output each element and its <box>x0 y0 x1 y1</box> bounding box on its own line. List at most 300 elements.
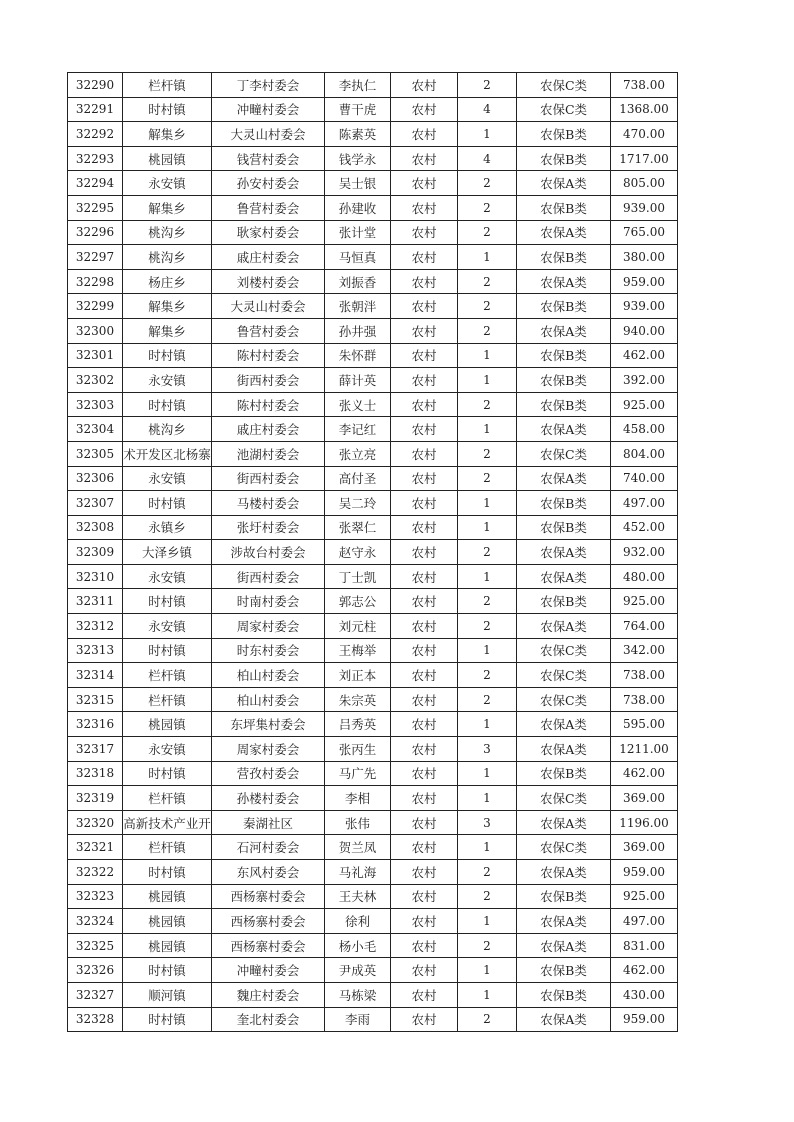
township-cell: 时村镇 <box>123 589 212 614</box>
person-name-cell: 曹干虎 <box>325 97 391 122</box>
table-row <box>68 491 678 516</box>
village-committee-cell: 大灵山村委会 <box>212 122 325 147</box>
amount-cell: 1368.00 <box>611 97 678 122</box>
record-id-cell: 32297 <box>68 245 123 270</box>
insurance-category-cell: 农保C类 <box>517 97 611 122</box>
records-table <box>67 72 678 1032</box>
insurance-category-cell: 农保C类 <box>517 73 611 98</box>
area-type-cell: 农村 <box>391 417 458 442</box>
record-id-cell: 32311 <box>68 589 123 614</box>
amount-cell: 342.00 <box>611 638 678 663</box>
insurance-category-cell: 农保C类 <box>517 786 611 811</box>
area-type-cell: 农村 <box>391 1007 458 1032</box>
amount-cell: 369.00 <box>611 786 678 811</box>
amount-cell: 940.00 <box>611 318 678 343</box>
insurance-category-cell: 农保C类 <box>517 835 611 860</box>
household-count-cell: 1 <box>458 564 517 589</box>
amount-cell: 925.00 <box>611 884 678 909</box>
table-row <box>68 441 678 466</box>
township-cell: 永安镇 <box>123 737 212 762</box>
household-count-cell: 2 <box>458 195 517 220</box>
record-id-cell: 32326 <box>68 958 123 983</box>
village-committee-cell: 秦湖社区 <box>212 810 325 835</box>
township-cell: 时村镇 <box>123 491 212 516</box>
record-id-cell: 32296 <box>68 220 123 245</box>
village-committee-cell: 时东村委会 <box>212 638 325 663</box>
amount-cell: 462.00 <box>611 958 678 983</box>
person-name-cell: 贺兰凤 <box>325 835 391 860</box>
insurance-category-cell: 农保A类 <box>517 318 611 343</box>
village-committee-cell: 陈村村委会 <box>212 392 325 417</box>
village-committee-cell: 耿家村委会 <box>212 220 325 245</box>
area-type-cell: 农村 <box>391 835 458 860</box>
township-cell: 时村镇 <box>123 860 212 885</box>
insurance-category-cell: 农保A类 <box>517 269 611 294</box>
record-id-cell: 32322 <box>68 860 123 885</box>
area-type-cell: 农村 <box>391 122 458 147</box>
village-committee-cell: 东风村委会 <box>212 860 325 885</box>
insurance-category-cell: 农保B类 <box>517 245 611 270</box>
area-type-cell: 农村 <box>391 392 458 417</box>
amount-cell: 392.00 <box>611 368 678 393</box>
record-id-cell: 32319 <box>68 786 123 811</box>
area-type-cell: 农村 <box>391 614 458 639</box>
amount-cell: 452.00 <box>611 515 678 540</box>
area-type-cell: 农村 <box>391 958 458 983</box>
area-type-cell: 农村 <box>391 466 458 491</box>
amount-cell: 765.00 <box>611 220 678 245</box>
household-count-cell: 2 <box>458 220 517 245</box>
household-count-cell: 1 <box>458 638 517 663</box>
township-cell: 时村镇 <box>123 958 212 983</box>
insurance-category-cell: 农保B类 <box>517 982 611 1007</box>
insurance-category-cell: 农保A类 <box>517 737 611 762</box>
township-cell: 解集乡 <box>123 318 212 343</box>
amount-cell: 1717.00 <box>611 146 678 171</box>
insurance-category-cell: 农保B类 <box>517 294 611 319</box>
table-row <box>68 786 678 811</box>
person-name-cell: 吴士银 <box>325 171 391 196</box>
area-type-cell: 农村 <box>391 269 458 294</box>
record-id-cell: 32307 <box>68 491 123 516</box>
table-row <box>68 171 678 196</box>
insurance-category-cell: 农保A类 <box>517 171 611 196</box>
amount-cell: 369.00 <box>611 835 678 860</box>
table-row <box>68 73 678 98</box>
person-name-cell: 张计堂 <box>325 220 391 245</box>
village-committee-cell: 丁李村委会 <box>212 73 325 98</box>
record-id-cell: 32292 <box>68 122 123 147</box>
area-type-cell: 农村 <box>391 638 458 663</box>
insurance-category-cell: 农保C类 <box>517 687 611 712</box>
area-type-cell: 农村 <box>391 368 458 393</box>
table-row <box>68 687 678 712</box>
household-count-cell: 1 <box>458 761 517 786</box>
person-name-cell: 张伟 <box>325 810 391 835</box>
amount-cell: 462.00 <box>611 761 678 786</box>
amount-cell: 1211.00 <box>611 737 678 762</box>
area-type-cell: 农村 <box>391 515 458 540</box>
village-committee-cell: 戚庄村委会 <box>212 417 325 442</box>
table-row <box>68 958 678 983</box>
record-id-cell: 32290 <box>68 73 123 98</box>
township-cell: 栏杆镇 <box>123 663 212 688</box>
township-cell: 时村镇 <box>123 638 212 663</box>
household-count-cell: 2 <box>458 687 517 712</box>
person-name-cell: 薛计英 <box>325 368 391 393</box>
village-committee-cell: 街西村委会 <box>212 368 325 393</box>
household-count-cell: 1 <box>458 712 517 737</box>
person-name-cell: 刘振香 <box>325 269 391 294</box>
record-id-cell: 32294 <box>68 171 123 196</box>
record-id-cell: 32291 <box>68 97 123 122</box>
village-committee-cell: 石河村委会 <box>212 835 325 860</box>
record-id-cell: 32317 <box>68 737 123 762</box>
table-row <box>68 417 678 442</box>
amount-cell: 740.00 <box>611 466 678 491</box>
table-row <box>68 220 678 245</box>
area-type-cell: 农村 <box>391 564 458 589</box>
area-type-cell: 农村 <box>391 909 458 934</box>
amount-cell: 738.00 <box>611 663 678 688</box>
village-committee-cell: 池湖村委会 <box>212 441 325 466</box>
amount-cell: 497.00 <box>611 909 678 934</box>
village-committee-cell: 钱营村委会 <box>212 146 325 171</box>
record-id-cell: 32310 <box>68 564 123 589</box>
household-count-cell: 4 <box>458 146 517 171</box>
person-name-cell: 张朝泮 <box>325 294 391 319</box>
area-type-cell: 农村 <box>391 195 458 220</box>
insurance-category-cell: 农保B类 <box>517 343 611 368</box>
person-name-cell: 陈素英 <box>325 122 391 147</box>
household-count-cell: 2 <box>458 318 517 343</box>
person-name-cell: 刘元柱 <box>325 614 391 639</box>
insurance-category-cell: 农保A类 <box>517 860 611 885</box>
table-row <box>68 810 678 835</box>
amount-cell: 959.00 <box>611 860 678 885</box>
area-type-cell: 农村 <box>391 589 458 614</box>
village-committee-cell: 街西村委会 <box>212 466 325 491</box>
area-type-cell: 农村 <box>391 761 458 786</box>
township-cell: 永安镇 <box>123 466 212 491</box>
person-name-cell: 李雨 <box>325 1007 391 1032</box>
township-cell: 解集乡 <box>123 294 212 319</box>
person-name-cell: 张立亮 <box>325 441 391 466</box>
person-name-cell: 李相 <box>325 786 391 811</box>
township-cell: 桃园镇 <box>123 146 212 171</box>
household-count-cell: 3 <box>458 810 517 835</box>
township-cell: 永安镇 <box>123 614 212 639</box>
table-row <box>68 638 678 663</box>
area-type-cell: 农村 <box>391 982 458 1007</box>
table-row <box>68 392 678 417</box>
record-id-cell: 32293 <box>68 146 123 171</box>
insurance-category-cell: 农保B类 <box>517 515 611 540</box>
insurance-category-cell: 农保A类 <box>517 712 611 737</box>
table-row <box>68 982 678 1007</box>
insurance-category-cell: 农保A类 <box>517 220 611 245</box>
amount-cell: 925.00 <box>611 392 678 417</box>
area-type-cell: 农村 <box>391 245 458 270</box>
village-committee-cell: 魏庄村委会 <box>212 982 325 1007</box>
record-id-cell: 32324 <box>68 909 123 934</box>
township-cell: 永镇乡 <box>123 515 212 540</box>
household-count-cell: 2 <box>458 614 517 639</box>
amount-cell: 831.00 <box>611 933 678 958</box>
village-committee-cell: 奎北村委会 <box>212 1007 325 1032</box>
person-name-cell: 马广先 <box>325 761 391 786</box>
household-count-cell: 2 <box>458 540 517 565</box>
household-count-cell: 2 <box>458 860 517 885</box>
amount-cell: 959.00 <box>611 1007 678 1032</box>
village-committee-cell: 街西村委会 <box>212 564 325 589</box>
area-type-cell: 农村 <box>391 318 458 343</box>
village-committee-cell: 冲疃村委会 <box>212 958 325 983</box>
amount-cell: 738.00 <box>611 687 678 712</box>
household-count-cell: 1 <box>458 122 517 147</box>
record-id-cell: 32328 <box>68 1007 123 1032</box>
table-row <box>68 343 678 368</box>
area-type-cell: 农村 <box>391 786 458 811</box>
record-id-cell: 32315 <box>68 687 123 712</box>
village-committee-cell: 东坪集村委会 <box>212 712 325 737</box>
insurance-category-cell: 农保B类 <box>517 368 611 393</box>
township-cell: 栏杆镇 <box>123 786 212 811</box>
amount-cell: 480.00 <box>611 564 678 589</box>
insurance-category-cell: 农保A类 <box>517 564 611 589</box>
township-cell: 时村镇 <box>123 761 212 786</box>
area-type-cell: 农村 <box>391 146 458 171</box>
village-committee-cell: 孙楼村委会 <box>212 786 325 811</box>
household-count-cell: 1 <box>458 835 517 860</box>
household-count-cell: 1 <box>458 417 517 442</box>
table-row <box>68 860 678 885</box>
person-name-cell: 吴二玲 <box>325 491 391 516</box>
township-cell: 术开发区北杨寨 <box>123 441 212 466</box>
household-count-cell: 1 <box>458 982 517 1007</box>
village-committee-cell: 大灵山村委会 <box>212 294 325 319</box>
insurance-category-cell: 农保B类 <box>517 195 611 220</box>
village-committee-cell: 周家村委会 <box>212 737 325 762</box>
household-count-cell: 1 <box>458 491 517 516</box>
household-count-cell: 2 <box>458 441 517 466</box>
insurance-category-cell: 农保A类 <box>517 540 611 565</box>
table-row <box>68 146 678 171</box>
township-cell: 时村镇 <box>123 97 212 122</box>
village-committee-cell: 营孜村委会 <box>212 761 325 786</box>
table-row <box>68 466 678 491</box>
area-type-cell: 农村 <box>391 663 458 688</box>
village-committee-cell: 陈村村委会 <box>212 343 325 368</box>
area-type-cell: 农村 <box>391 171 458 196</box>
table-row <box>68 269 678 294</box>
table-row <box>68 515 678 540</box>
table-row <box>68 294 678 319</box>
township-cell: 解集乡 <box>123 195 212 220</box>
village-committee-cell: 鲁营村委会 <box>212 318 325 343</box>
record-id-cell: 32327 <box>68 982 123 1007</box>
area-type-cell: 农村 <box>391 933 458 958</box>
record-id-cell: 32306 <box>68 466 123 491</box>
insurance-category-cell: 农保B类 <box>517 589 611 614</box>
insurance-category-cell: 农保A类 <box>517 466 611 491</box>
village-committee-cell: 马楼村委会 <box>212 491 325 516</box>
township-cell: 时村镇 <box>123 343 212 368</box>
record-id-cell: 32325 <box>68 933 123 958</box>
person-name-cell: 王夫林 <box>325 884 391 909</box>
township-cell: 时村镇 <box>123 1007 212 1032</box>
record-id-cell: 32295 <box>68 195 123 220</box>
township-cell: 大泽乡镇 <box>123 540 212 565</box>
amount-cell: 764.00 <box>611 614 678 639</box>
amount-cell: 939.00 <box>611 195 678 220</box>
record-id-cell: 32321 <box>68 835 123 860</box>
township-cell: 栏杆镇 <box>123 73 212 98</box>
person-name-cell: 李执仁 <box>325 73 391 98</box>
table-row <box>68 884 678 909</box>
table-row <box>68 1007 678 1032</box>
insurance-category-cell: 农保B类 <box>517 122 611 147</box>
household-count-cell: 2 <box>458 589 517 614</box>
table-row <box>68 761 678 786</box>
township-cell: 桃沟乡 <box>123 417 212 442</box>
table-row <box>68 835 678 860</box>
amount-cell: 738.00 <box>611 73 678 98</box>
township-cell: 栏杆镇 <box>123 687 212 712</box>
township-cell: 高新技术产业开 <box>123 810 212 835</box>
area-type-cell: 农村 <box>391 737 458 762</box>
table-row <box>68 589 678 614</box>
record-id-cell: 32318 <box>68 761 123 786</box>
insurance-category-cell: 农保C类 <box>517 663 611 688</box>
household-count-cell: 2 <box>458 294 517 319</box>
village-committee-cell: 孙安村委会 <box>212 171 325 196</box>
table-row <box>68 368 678 393</box>
village-committee-cell: 鲁营村委会 <box>212 195 325 220</box>
table-row <box>68 909 678 934</box>
township-cell: 桃园镇 <box>123 933 212 958</box>
insurance-category-cell: 农保C类 <box>517 441 611 466</box>
amount-cell: 497.00 <box>611 491 678 516</box>
person-name-cell: 钱学永 <box>325 146 391 171</box>
record-id-cell: 32302 <box>68 368 123 393</box>
township-cell: 桃园镇 <box>123 712 212 737</box>
township-cell: 永安镇 <box>123 368 212 393</box>
person-name-cell: 李记红 <box>325 417 391 442</box>
person-name-cell: 丁士凯 <box>325 564 391 589</box>
amount-cell: 462.00 <box>611 343 678 368</box>
amount-cell: 804.00 <box>611 441 678 466</box>
area-type-cell: 农村 <box>391 540 458 565</box>
area-type-cell: 农村 <box>391 810 458 835</box>
person-name-cell: 高付圣 <box>325 466 391 491</box>
record-id-cell: 32313 <box>68 638 123 663</box>
insurance-category-cell: 农保A类 <box>517 933 611 958</box>
person-name-cell: 王梅举 <box>325 638 391 663</box>
area-type-cell: 农村 <box>391 860 458 885</box>
village-committee-cell: 西杨寨村委会 <box>212 884 325 909</box>
area-type-cell: 农村 <box>391 712 458 737</box>
table-row <box>68 614 678 639</box>
record-id-cell: 32308 <box>68 515 123 540</box>
township-cell: 桃沟乡 <box>123 220 212 245</box>
record-id-cell: 32309 <box>68 540 123 565</box>
table-row <box>68 245 678 270</box>
village-committee-cell: 戚庄村委会 <box>212 245 325 270</box>
insurance-category-cell: 农保B类 <box>517 146 611 171</box>
record-id-cell: 32314 <box>68 663 123 688</box>
person-name-cell: 张义士 <box>325 392 391 417</box>
record-id-cell: 32316 <box>68 712 123 737</box>
person-name-cell: 张丙生 <box>325 737 391 762</box>
insurance-category-cell: 农保A类 <box>517 417 611 442</box>
amount-cell: 939.00 <box>611 294 678 319</box>
amount-cell: 430.00 <box>611 982 678 1007</box>
household-count-cell: 2 <box>458 466 517 491</box>
amount-cell: 959.00 <box>611 269 678 294</box>
person-name-cell: 朱怀群 <box>325 343 391 368</box>
record-id-cell: 32323 <box>68 884 123 909</box>
area-type-cell: 农村 <box>391 220 458 245</box>
village-committee-cell: 时南村委会 <box>212 589 325 614</box>
village-committee-cell: 涉故台村委会 <box>212 540 325 565</box>
table-row <box>68 540 678 565</box>
area-type-cell: 农村 <box>391 73 458 98</box>
township-cell: 桃沟乡 <box>123 245 212 270</box>
insurance-category-cell: 农保A类 <box>517 614 611 639</box>
table-row <box>68 318 678 343</box>
record-id-cell: 32300 <box>68 318 123 343</box>
household-count-cell: 2 <box>458 663 517 688</box>
table-row <box>68 933 678 958</box>
insurance-category-cell: 农保B类 <box>517 884 611 909</box>
area-type-cell: 农村 <box>391 441 458 466</box>
insurance-category-cell: 农保A类 <box>517 810 611 835</box>
record-id-cell: 32298 <box>68 269 123 294</box>
village-committee-cell: 刘楼村委会 <box>212 269 325 294</box>
insurance-category-cell: 农保B类 <box>517 392 611 417</box>
record-id-cell: 32312 <box>68 614 123 639</box>
village-committee-cell: 周家村委会 <box>212 614 325 639</box>
record-id-cell: 32320 <box>68 810 123 835</box>
amount-cell: 470.00 <box>611 122 678 147</box>
area-type-cell: 农村 <box>391 343 458 368</box>
table-row <box>68 737 678 762</box>
amount-cell: 595.00 <box>611 712 678 737</box>
person-name-cell: 孙建收 <box>325 195 391 220</box>
township-cell: 永安镇 <box>123 564 212 589</box>
record-id-cell: 32303 <box>68 392 123 417</box>
record-id-cell: 32305 <box>68 441 123 466</box>
person-name-cell: 刘正本 <box>325 663 391 688</box>
amount-cell: 458.00 <box>611 417 678 442</box>
household-count-cell: 2 <box>458 392 517 417</box>
household-count-cell: 3 <box>458 737 517 762</box>
village-committee-cell: 柏山村委会 <box>212 663 325 688</box>
township-cell: 桃园镇 <box>123 909 212 934</box>
person-name-cell: 杨小毛 <box>325 933 391 958</box>
insurance-category-cell: 农保B类 <box>517 761 611 786</box>
person-name-cell: 马礼海 <box>325 860 391 885</box>
record-id-cell: 32299 <box>68 294 123 319</box>
area-type-cell: 农村 <box>391 294 458 319</box>
person-name-cell: 孙井强 <box>325 318 391 343</box>
township-cell: 顺河镇 <box>123 982 212 1007</box>
amount-cell: 1196.00 <box>611 810 678 835</box>
village-committee-cell: 冲疃村委会 <box>212 97 325 122</box>
insurance-category-cell: 农保C类 <box>517 638 611 663</box>
area-type-cell: 农村 <box>391 884 458 909</box>
